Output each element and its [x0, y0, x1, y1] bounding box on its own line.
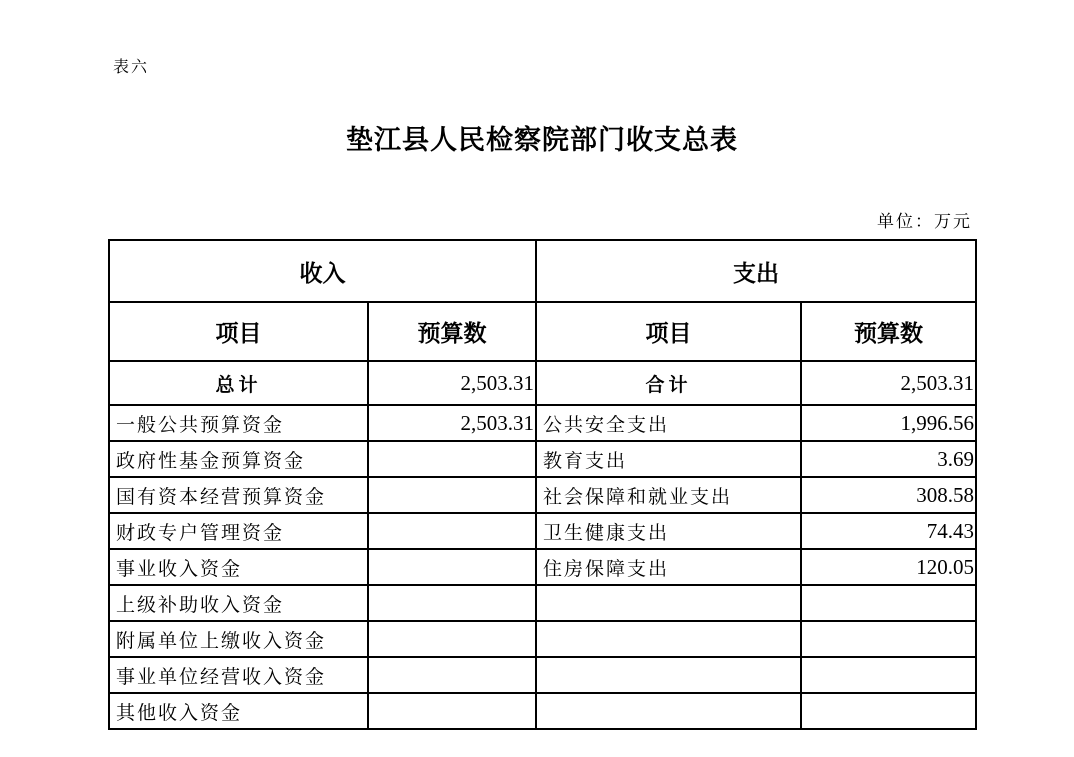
- total-row: [109, 361, 976, 405]
- income-amount: [368, 657, 536, 693]
- expense-amount: 74.43: [801, 513, 976, 549]
- income-section-header: 收入: [109, 240, 536, 302]
- expense-item: 公共安全支出: [536, 405, 801, 441]
- page-title: 垫江县人民检察院部门收支总表: [346, 125, 738, 156]
- income-amount: [368, 621, 536, 657]
- expense-item: [536, 621, 801, 657]
- income-amount: [368, 693, 536, 729]
- income-item: 事业收入资金: [109, 549, 368, 585]
- expense-item: 卫生健康支出: [536, 513, 801, 549]
- expense-amount: 1,996.56: [801, 405, 976, 441]
- expense-section-header: 支出: [536, 240, 976, 302]
- expense-item: [536, 657, 801, 693]
- income-item: 其他收入资金: [109, 693, 368, 729]
- column-header-row: [109, 302, 976, 361]
- expense-item: 住房保障支出: [536, 549, 801, 585]
- income-amount: [368, 477, 536, 513]
- expense-total-amount: 2,503.31: [801, 361, 976, 405]
- income-amount: [368, 513, 536, 549]
- income-item: 国有资本经营预算资金: [109, 477, 368, 513]
- income-total-label: 总计: [109, 361, 368, 405]
- income-item: 政府性基金预算资金: [109, 441, 368, 477]
- income-item-column-header: 项目: [109, 302, 368, 361]
- income-item: 上级补助收入资金: [109, 585, 368, 621]
- expense-amount: [801, 657, 976, 693]
- table-row: [109, 693, 976, 729]
- table-row: [109, 405, 976, 441]
- income-total-amount: 2,503.31: [368, 361, 536, 405]
- table-number-label: 表六: [113, 57, 150, 76]
- table-row: [109, 441, 976, 477]
- income-amount: 2,503.31: [368, 405, 536, 441]
- income-item: 附属单位上缴收入资金: [109, 621, 368, 657]
- income-item: 事业单位经营收入资金: [109, 657, 368, 693]
- expense-item: [536, 585, 801, 621]
- income-amount-column-header: 预算数: [368, 302, 536, 361]
- expense-amount: 3.69: [801, 441, 976, 477]
- expense-amount-column-header: 预算数: [801, 302, 976, 361]
- expense-amount: 120.05: [801, 549, 976, 585]
- income-amount: [368, 441, 536, 477]
- income-item: 财政专户管理资金: [109, 513, 368, 549]
- section-header-row: [109, 240, 976, 302]
- income-item: 一般公共预算资金: [109, 405, 368, 441]
- expense-item: 教育支出: [536, 441, 801, 477]
- expense-item-column-header: 项目: [536, 302, 801, 361]
- expense-amount: 308.58: [801, 477, 976, 513]
- expense-item: 社会保障和就业支出: [536, 477, 801, 513]
- table-row: [109, 621, 976, 657]
- table-row: [109, 513, 976, 549]
- income-amount: [368, 585, 536, 621]
- income-amount: [368, 549, 536, 585]
- budget-summary-table: [108, 239, 977, 730]
- table-row: [109, 657, 976, 693]
- expense-amount: [801, 621, 976, 657]
- table-row: [109, 549, 976, 585]
- table-row: [109, 477, 976, 513]
- expense-item: [536, 693, 801, 729]
- expense-total-label: 合计: [536, 361, 801, 405]
- expense-amount: [801, 585, 976, 621]
- table-row: [109, 585, 976, 621]
- unit-note: 单位：万元: [877, 212, 972, 232]
- expense-amount: [801, 693, 976, 729]
